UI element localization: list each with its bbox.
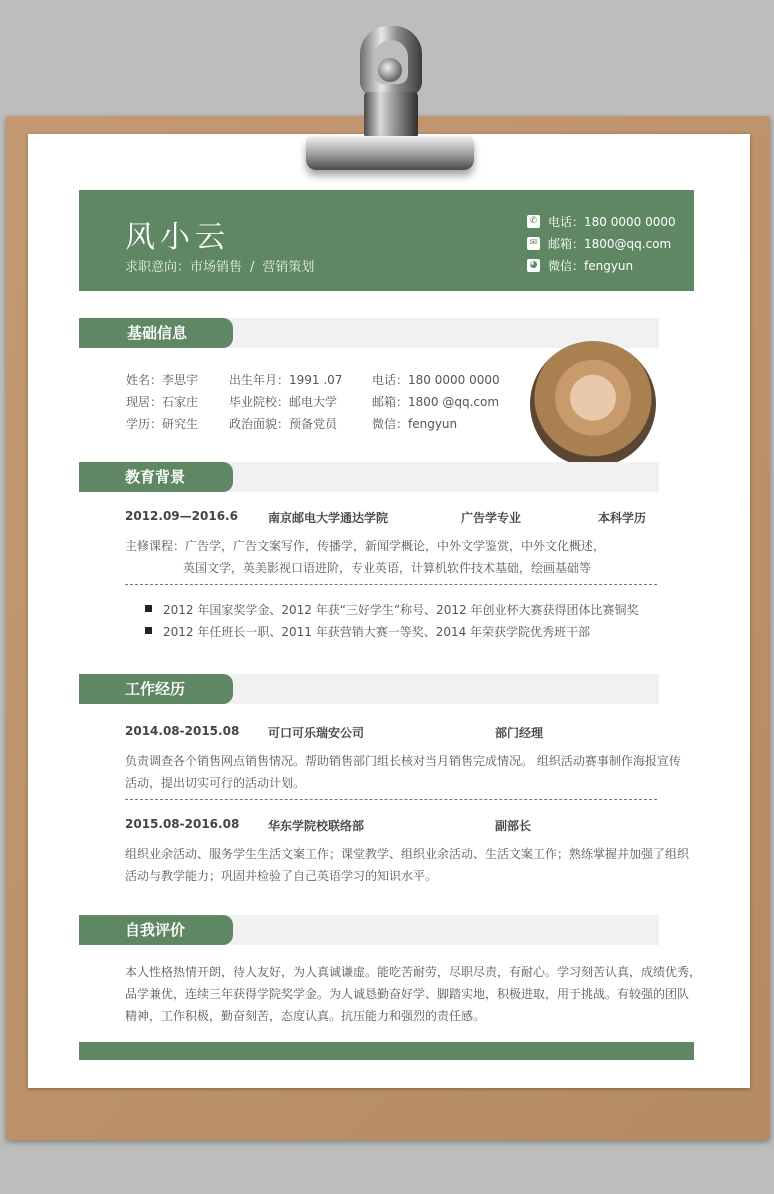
job-1-company: 可口可乐瑞安公司 [268,726,365,740]
section-basic-title: 基础信息 [79,318,233,348]
footer-bar [79,1042,694,1060]
contact-mail-text: 邮箱：1800@qq.com [548,236,672,251]
edu-courses-line-2: 英国文学，英美影视口语进阶，专业英语，计算机软件技术基础，绘画基础等 [183,561,592,575]
contact-wechat [527,254,676,276]
job-2-position: 副部长 [495,819,532,833]
bullet-icon [145,605,152,612]
binder-clip-neck [364,92,418,138]
mail-icon: ✉ [527,237,540,250]
job-2-period: 2015.08-2016.08 [125,817,240,831]
phone-icon: ✆ [527,215,540,228]
section-education [79,462,659,492]
basic-birth: 出生年月：1991 .07 [229,373,343,387]
intent-separator: / [250,260,255,275]
candidate-name: 风小云 [125,220,230,255]
edu-degree: 本科学历 [598,511,647,525]
basic-name: 姓名：李思宇 [126,373,199,387]
basic-wechat: 微信：fengyun [372,417,458,431]
job-2-desc-line-2: 活动与教学能力；巩固并检验了自己英语学习的知识水平。 [125,869,438,883]
section-self-title: 自我评价 [79,915,233,945]
basic-politics: 政治面貌：预备党员 [229,417,338,431]
wechat-icon: ◕ [527,259,540,272]
edu-award-1: 2012 年国家奖学金、2012 年获“三好学生”称号、2012 年创业杯大赛获得团体比赛铜奖 [163,603,639,617]
section-work-title: 工作经历 [79,674,233,704]
basic-phone: 电话：180 0000 0000 [372,373,500,387]
basic-email: 邮箱：1800 @qq.com [372,395,500,409]
job-2-desc-line-1: 组织业余活动、服务学生生活文案工作；课堂教学、组织业余活动、生活文案工作；熟练掌握并加强了组织 [125,847,690,861]
job-2-company: 华东学院校联络部 [268,819,365,833]
divider [125,584,657,585]
self-line-1: 本人性格热情开朗，待人友好，为人真诚谦虚。能吃苦耐劳，尽职尽责，有耐心。学习刻苦认真，成绩优秀， [125,965,702,979]
job-intent [125,256,314,275]
basic-school: 毕业院校：邮电大学 [229,395,338,409]
section-self-evaluation [79,915,659,945]
job-1-desc-line-1: 负责调查各个销售网点销售情况。帮助销售部门组长核对当月销售完成情况。 组织活动赛事制作海报宣传 [125,754,681,768]
divider [125,799,657,800]
profile-photo [530,341,656,467]
edu-award-2: 2012 年任班长一职、2011 年获营销大赛一等奖、2014 年荣获学院优秀班干部 [163,625,591,639]
contact-mail [527,232,676,254]
contact-phone-text: 电话：180 0000 0000 [548,214,676,229]
job-1-period: 2014.08-2015.08 [125,724,240,738]
job-1-position: 部门经理 [495,726,544,740]
edu-school: 南京邮电大学通达学院 [268,511,389,525]
section-education-title: 教育背景 [79,462,233,492]
intent-2: 营销策划 [262,260,315,275]
section-work [79,674,659,704]
job-1-desc-line-2: 活动，提出切实可行的活动计划。 [125,776,306,790]
contact-phone [527,210,676,232]
intent-1: 市场销售 [190,260,243,275]
edu-period: 2012.09—2016.6 [125,509,238,523]
binder-clip-rivet [378,58,402,82]
edu-major: 广告学专业 [461,511,522,525]
basic-degree: 学历：研究生 [126,417,199,431]
resume-header [79,190,694,291]
self-line-3: 精神，工作积极，勤奋刻苦，态度认真。抗压能力和强烈的责任感。 [125,1009,486,1023]
contact-wechat-text: 微信：fengyun [548,258,634,273]
bullet-icon [145,627,152,634]
self-line-2: 品学兼优，连续三年获得学院奖学金。为人诚恳勤奋好学、脚踏实地，积极进取，用于挑战。有较强的团队 [125,987,690,1001]
basic-residence: 现居：石家庄 [126,395,199,409]
intent-label: 求职意向： [125,260,191,275]
binder-clip-base [306,136,474,170]
contact-list [527,210,676,276]
edu-courses-line-1: 主修课程：广告学，广告文案写作，传播学，新闻学概论，中外文学鉴赏，中外文化概述， [125,539,606,553]
